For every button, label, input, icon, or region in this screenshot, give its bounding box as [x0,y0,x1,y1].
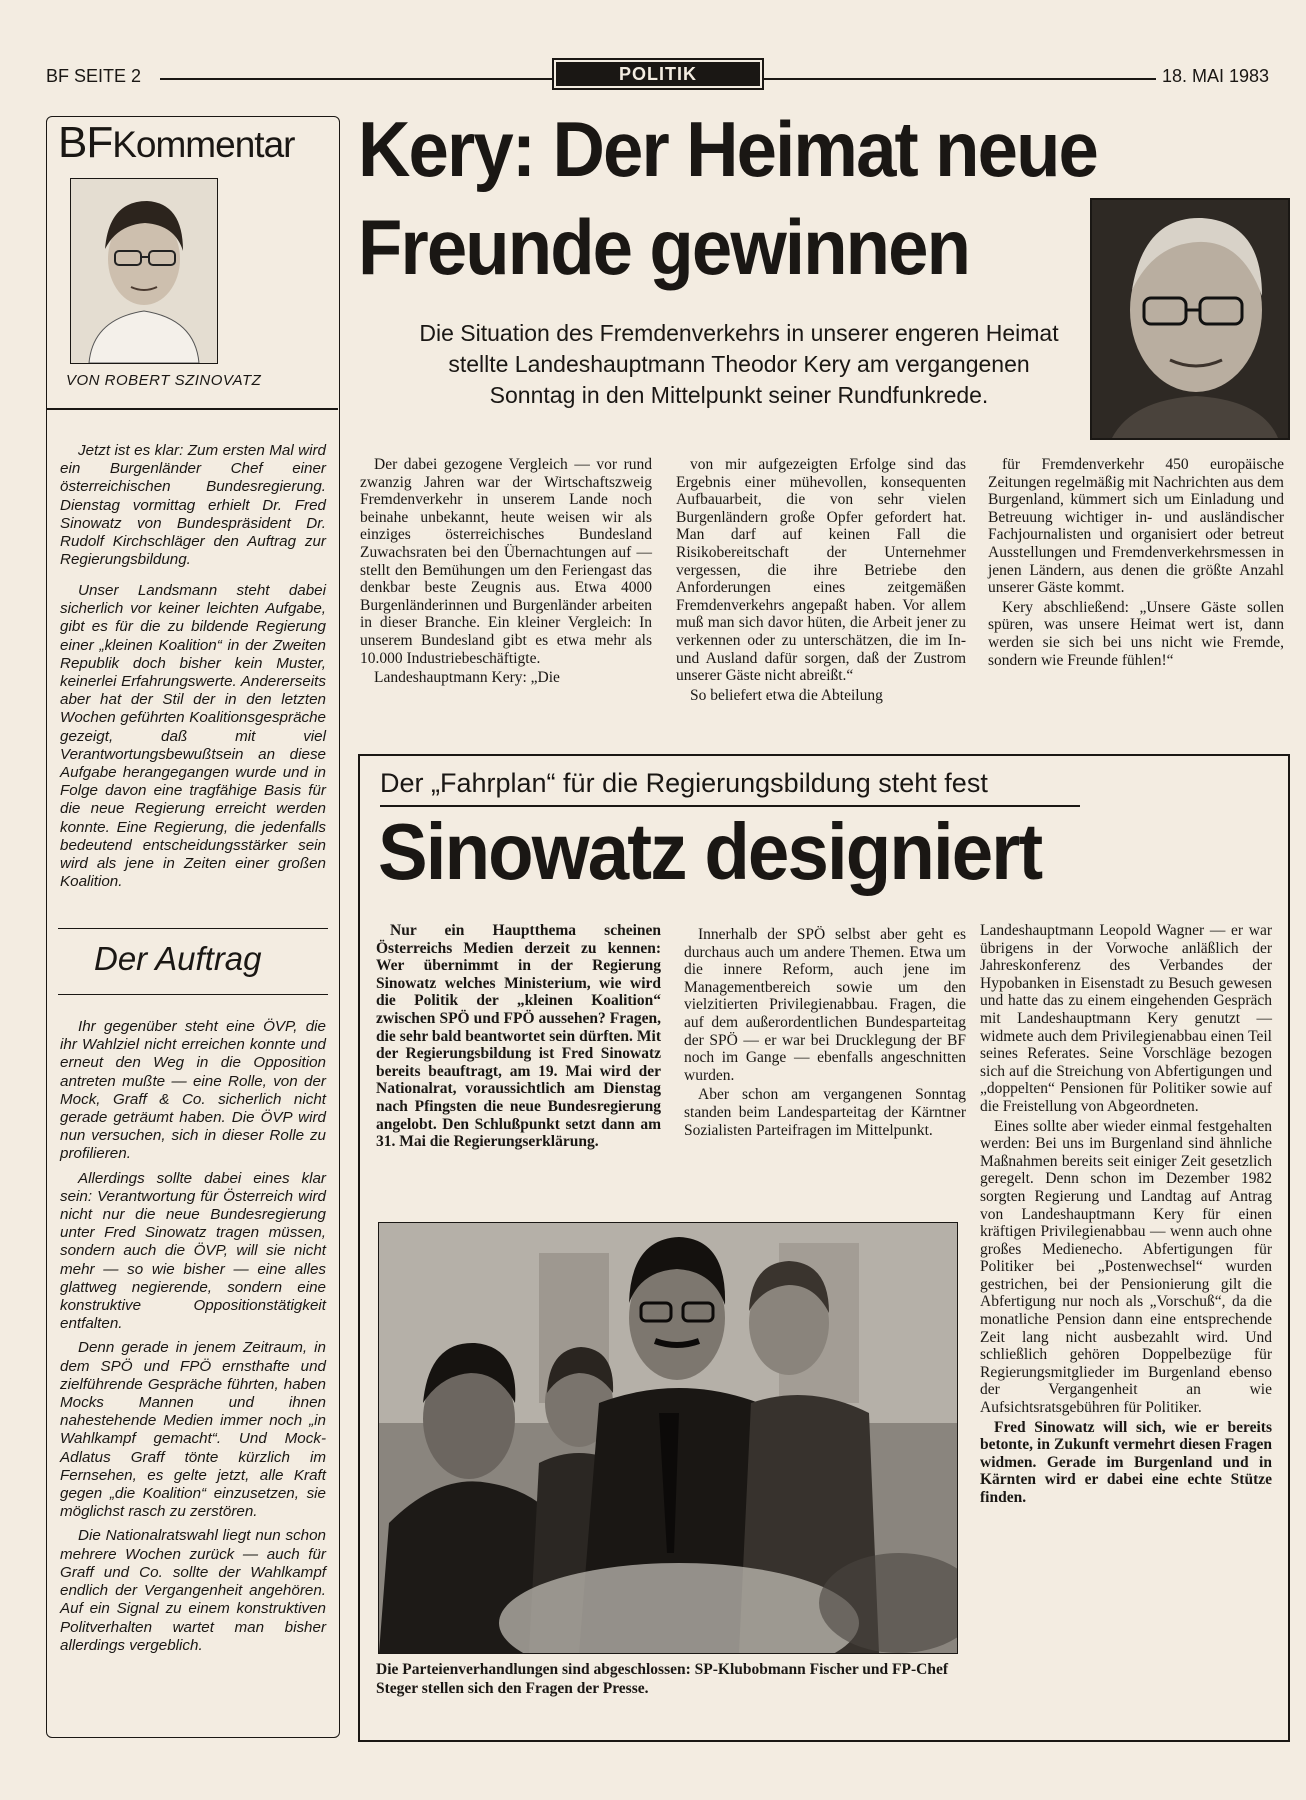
story-column-1: Der dabei gezogene Vergleich — vor rund zwanzig Jahren war der Wirtschaftszweig Fremdenverkehr in unserem Lande noch beinahe unbekannt, heute weisen wir als einziges österreichisches Bundesland Zuwachsraten bei den Übernachtungen auf — stellt den Bemühungen um den Feriengast das denkbar beste Zeugnis aus. Etwa 4000 Burgenländerinnen und Burgenländer arbeiten in dieser Branche. Ein kleiner Vergleich: In unserem Bundesland gibt es etwa mehr als 10.000 Industriebeschäftigte. Landeshauptmann Kery: „Die [360,456,652,687]
story-lead: Die Situation des Fremdenverkehrs in unserer engeren Heimat stellte Landeshauptmann Theodor Kery am vergangenen Sonntag in den Mittelpunkt seiner Rundfunkrede. [419,320,1059,408]
header-rule-right [764,78,1156,80]
commentary-text-3: Ihr gegenüber steht eine ÖVP, die ihr Wahlziel nicht erreichen konnte und erneut den Weg in die Opposition antreten mußte — eine Rolle, von der Mock, Graff & Co. sicherlich nicht gerade geträumt haben. Die ÖVP wird nun versuchen, sich in dieser Rolle zu profilieren. Allerdings sollte dabei eines klar sein: Verantwortung für Österreich wird nicht nur die neue Bundesregierung unter Fred Sinowatz tragen müssen, sondern auch die ÖVP, will sie nicht mehr — so wie bisher — eine alles glattweg negierende, sondern eine konstruktive Oppositionstätigkeit entfalten. Denn gerade in jenem Zeitraum, in dem SPÖ und FPÖ ernsthafte und zielführende Gespräche führten, haben Mocks Mannen und ihnen nahestehende Medien immer noch „in Wahlkampf gemacht“. Und Mock-Adlatus Graff tönte kürzlich im Fernsehen, es gelte jetzt, alle Kraft gegen „die Koalition“ einzusetzen, sie möglichst rasch zu zerstören. Die Nationalratswahl liegt nun schon mehrere Wochen zurück — auch für Graff und Co. sollte der Wahlkampf endlich der Vergangenheit angehören. Auf ein Signal zu einem konstruktiven Politverhalten wartet man bisher allerdings vergeblich. [60,1018,326,1654]
commentary-subhead: Der Auftrag [94,940,262,977]
story-right-column: Landeshauptmann Leopold Wagner — er war übrigens in der Vorwoche anläßlich der Jahreskonferenz des Verbandes der Hypobanken in Eisenstadt zu Besuch gewesen und hatte das zu einem eingehenden Gespräch mit Landeshauptmann Kery genutzt — widmete auch dem Privilegienabbau einen Teil seines Referates. Seine Vorschläge bezogen sich auf die Streichung von Abfertigungen und „doppelten“ Pensionen für Politiker sowie auf die Freistellung von Abgeordneten. Eines sollte aber wieder einmal festgehalten werden: Bei uns im Burgenland sind ähnliche Maßnahmen bereits seit einiger Zeit gesetzlich geregelt. Denn schon im Dezember 1982 sorgten Regierung und Landtag auf Antrag von Landeshauptmann Kery für einen kräftigen Privilegienabbau — wenn auch ohne großes Medienecho. Abfertigungen für Politiker bei „Postenwechsel“ wurden gestrichen, bei der Pensionierung gilt die Abfertigung nur noch als „Vorschuß“, da die monatliche Pension dann eine entsprechende Zeit lang nicht ausbezahlt wird. Und schließlich gehören Doppelbezüge für Regierungsmitglieder im Burgenland ebenso der Vergangenheit an wie Aufsichtsratsgebühren für Politiker. Fred Sinowatz will sich, wie er bereits betonte, in Zukunft vermehrt diesen Fragen widmen. Gerade im Burgenland und in Kärnten wird er dabei eine echte Stütze finden. [980,922,1272,1506]
story-intro: Nur ein Hauptthema scheinen Österreichs Medien derzeit zu kennen: Wer übernimmt in der Regierung Sinowatz welches Ministerium, wie wird die Politik der „kleinen Koalition“ zwischen SPÖ und FPÖ aussehen? Fragen, die sehr bald beantwortet sein dürften. Mit der Regierungsbildung ist Fred Sinowatz bereits beauftragt, am 19. Mai wird der Nationalrat, voraussichtlich am Dienstag nach Pfingsten die neue Bundesregierung angelobt. Den Schlußpunkt setzt dann am 31. Mai die Regierungserklärung. [376,922,661,1151]
author-byline: VON ROBERT SZINOVATZ [66,372,262,389]
story-column-3: für Fremdenverkehr 450 europäische Zeitungen regelmäßig mit Nachrichten aus dem Burgenland, kümmert sich um Einladung und Betreuung wichtiger in- und ausländischer Fachjournalisten und organisiert oder betreut Ausstellungen und Fremdenverkehrsmessen in jenen Ländern, aus denen die größte Anzahl unserer Gäste kommt. Kery abschließend: „Unsere Gäste sollen spüren, was unsere Heimat wert ist, dann werden sie sich bei uns nicht wie Fremde, sondern wie Freunde fühlen!“ [988,456,1284,669]
press-conference-photo [378,1222,958,1654]
story-middle-column: Innerhalb der SPÖ selbst aber geht es durchaus auch um andere Themen. Etwa um die innere Reform, auch jene im Managementbereich sowie um den vielzitierten Privilegienabbau. Fragen, die auf dem außerordentlichen Bundesparteitag der SPÖ — er war bei Drucklegung der BF noch im Gange — ebenfalls angeschnitten wurden. Aber schon am vergangenen Sonntag standen beim Landesparteitag der Kärntner Sozialisten Parteifragen im Mittelpunkt. [684,926,966,1139]
header-rule-left [160,78,552,80]
commentary-title: BFKommentar [58,118,295,167]
photo-caption: Die Parteienverhandlungen sind abgeschlossen: SP-Klubobmann Fischer und FP-Chef Steger stellen sich den Fragen der Presse. [376,1661,948,1697]
section-badge: POLITIK [552,58,764,90]
story-column-2: von mir aufgezeigten Erfolge sind das Ergebnis einer mühevollen, konsequenten Aufbauarbeit, die von sehr vielen Burgenländern große Opfer gefordert hat. Man darf auf keinen Fall die Risikobereitschaft der Unternehmer vergessen, die ihre Betriebe den Anforderungen eines zeitgemäßen Fremdenverkehrs angepaßt haben. Vor allem muß man sich davor hüten, die Arbeit jener zu verkennen oder zu unterschätzen, die im In- und Ausland dafür sorgen, daß der Zustrom unserer Gäste nicht abreißt.“ So beliefert etwa die Abteilung [676,456,966,704]
issue-date: 18. MAI 1983 [1162,66,1270,86]
kery-portrait-photo [1090,198,1290,440]
commentary-text-1: Jetzt ist es klar: Zum ersten Mal wird ein Burgenländer Chef einer österreichischen Bundesregierung. Dienstag vormittag erhielt Dr. Fred Sinowatz von Bundespräsident Dr. Rudolf Kirchschläger den Auftrag zur Regierungsbildung. [60,442,326,569]
main-headline: Kery: Der Heimat neue Freunde gewinnen [358,105,1098,291]
page-label: BF SEITE 2 [46,66,142,86]
story-headline: Sinowatz designiert [378,807,1042,896]
divider [58,928,328,929]
commentary-text-2: Unser Landsmann steht dabei sicherlich vor keiner leichten Aufgabe, gibt es für die zu bildende Regierung einer „kleinen Koalition“ in der Zweiten Republik doch bisher kein Muster, keinerlei Erfahrungswerte. Andererseits aber hat der Stil der in den letzten Wochen geführten Koalitionsgespräche gezeigt, daß mit viel Verantwortungsbewußtsein an diese Aufgabe herangegangen wurde und in Folge davon eine tragfähige Basis für die neue Regierung erreicht werden konnte. Eine Regierung, die jedenfalls bedeutend entscheidungsstärker sein wird als jene in Zeiten einer großen Koalition. [60,582,326,891]
author-portrait [70,178,218,364]
divider [58,994,328,995]
story-kicker: Der „Fahrplan“ für die Regierungsbildung steht fest [380,768,988,798]
